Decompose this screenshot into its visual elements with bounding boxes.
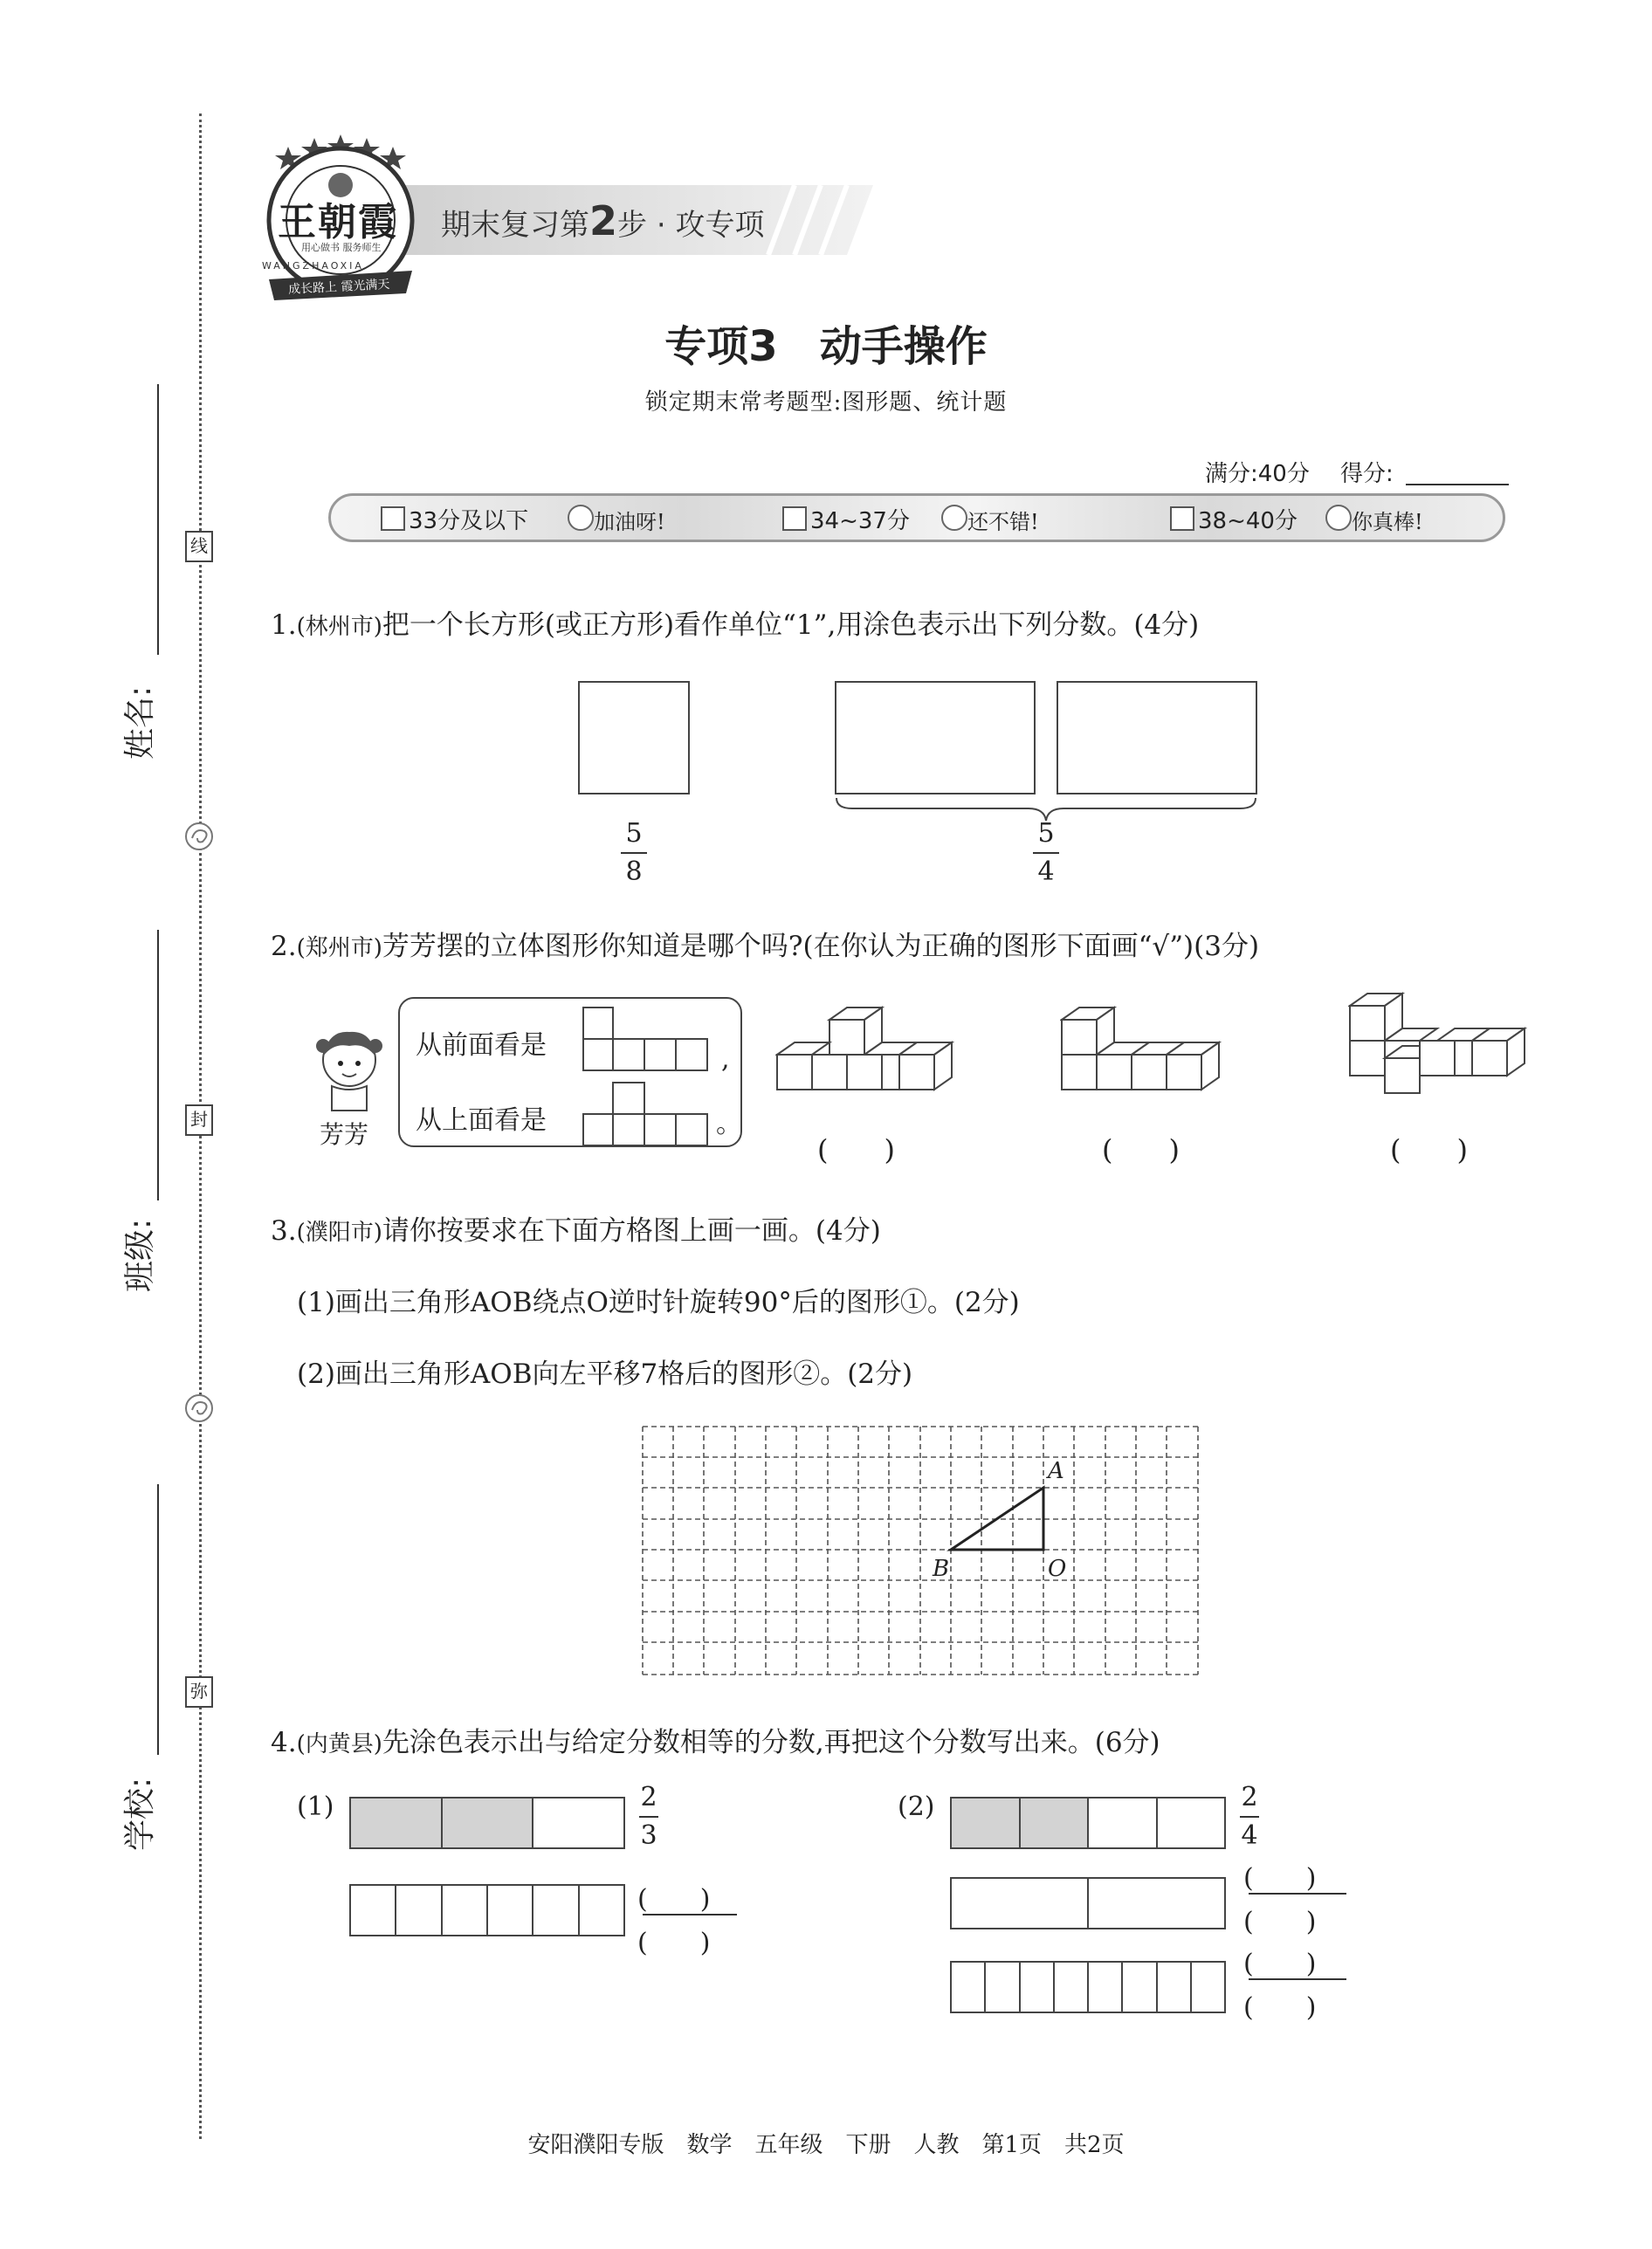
bar-cell[interactable] xyxy=(986,1963,1020,2012)
q1-square[interactable] xyxy=(578,681,690,794)
tier-1-face-icon xyxy=(568,505,594,531)
q2-answer-a[interactable]: ( ) xyxy=(817,1133,895,1166)
q2-heading xyxy=(271,924,1259,963)
q3-sub2: (2)画出三角形AOB向左平移7格后的图形②。(2分) xyxy=(297,1358,913,1390)
bar-cell[interactable] xyxy=(1123,1963,1157,2012)
bar-cell-shaded xyxy=(952,1799,1021,1847)
q4-part2-fraction-den: 4 xyxy=(1241,1820,1258,1851)
cube-figure-c[interactable] xyxy=(1348,992,1532,1105)
full-score: 满分:40分 xyxy=(1205,461,1310,487)
bar-cell[interactable] xyxy=(533,1886,579,1935)
girl-name: 芳芳 xyxy=(320,1120,369,1149)
tier-1-checkbox[interactable] xyxy=(381,506,405,531)
q1-fraction-a-den: 8 xyxy=(625,856,643,887)
logo-small: 用心做书 服务师生 xyxy=(301,242,382,253)
banner-pre: 期末复习第 xyxy=(441,208,589,243)
q4-part1-label: (1) xyxy=(297,1792,334,1822)
tier-2-checkbox[interactable] xyxy=(782,506,807,531)
score-got-blank[interactable] xyxy=(1406,484,1509,485)
q1-fraction-a-num: 5 xyxy=(625,818,643,849)
bar-cell[interactable] xyxy=(443,1886,488,1935)
bar-cell xyxy=(1158,1799,1225,1847)
q3-text: 请你按要求在下面方格图上画一画。(4分) xyxy=(382,1215,881,1247)
logo-ring-text: WANGZHAOXIA xyxy=(262,260,364,272)
score-got-label: 得分: xyxy=(1340,461,1394,487)
bar-cell xyxy=(1089,1799,1158,1847)
bubble-period: 。 xyxy=(716,1109,742,1139)
point-o-label: O xyxy=(1048,1556,1067,1582)
q4-part1-answer-bar[interactable] xyxy=(349,1884,625,1936)
class-label: 班级: xyxy=(122,1218,158,1292)
q1-fraction-b xyxy=(1030,818,1062,887)
bar-cell xyxy=(533,1799,623,1847)
q1-heading xyxy=(271,602,1199,642)
q4-part1-given-bar xyxy=(349,1797,625,1849)
swirl-icon-1 xyxy=(183,821,215,852)
bar-cell[interactable] xyxy=(952,1879,1089,1928)
q3-grid[interactable] xyxy=(641,1425,1200,1678)
bar-cell[interactable] xyxy=(1089,1963,1123,2012)
bar-cell[interactable] xyxy=(1055,1963,1089,2012)
q4-part2-blank1-bar xyxy=(1249,1893,1346,1895)
q2-answer-b[interactable]: ( ) xyxy=(1102,1133,1180,1166)
tier-2-face-icon xyxy=(941,505,967,531)
bar-cell[interactable] xyxy=(351,1886,396,1935)
mark-mi: 弥 xyxy=(185,1676,213,1708)
q4-part1-fraction-num: 2 xyxy=(640,1782,657,1812)
tier-2-msg: 还不错! xyxy=(967,510,1039,534)
cube-figure-a[interactable] xyxy=(775,1002,959,1107)
q2-city: (郑州市) xyxy=(296,935,382,961)
bar-cell[interactable] xyxy=(1192,1963,1224,2012)
q4-part2-label: (2) xyxy=(898,1792,935,1822)
swirl-icon-2 xyxy=(183,1393,215,1424)
tier-1-msg: 加油呀! xyxy=(594,510,665,534)
q3-heading xyxy=(271,1208,881,1248)
top-view-grid xyxy=(582,1081,709,1149)
logo-slogan: 成长路上 霞光满天 xyxy=(287,277,390,298)
page-subtitle: 锁定期末常考题型:图形题、统计题 xyxy=(644,389,1008,416)
q2-text: 芳芳摆的立体图形你知道是哪个吗?(在你认为正确的图形下面画“√”)(3分) xyxy=(382,931,1260,962)
q1-fraction-b-den: 4 xyxy=(1037,856,1055,887)
mark-feng: 封 xyxy=(185,1104,213,1136)
point-b-label: B xyxy=(933,1556,950,1582)
bar-cell[interactable] xyxy=(1158,1963,1192,2012)
q4-part1-blank-den[interactable]: ( ) xyxy=(637,1928,711,1958)
q1-number: 1. xyxy=(271,609,297,641)
q4-part1-fraction xyxy=(637,1782,660,1851)
q4-city: (内黄县) xyxy=(296,1731,382,1757)
q1-rect-left[interactable] xyxy=(835,681,1036,794)
page-footer: 安阳濮阳专版 数学 五年级 下册 人教 第1页 共2页 xyxy=(527,2132,1125,2158)
q2-number: 2. xyxy=(271,931,297,962)
q4-part2-blank2-num[interactable]: ( ) xyxy=(1243,1949,1317,1979)
q2-answer-c[interactable]: ( ) xyxy=(1390,1133,1468,1166)
banner-post: 步 · 攻专项 xyxy=(617,208,765,243)
tier-3-face-icon xyxy=(1325,505,1352,531)
q4-part2-blank1-num[interactable]: ( ) xyxy=(1243,1863,1317,1894)
q4-heading xyxy=(271,1720,1160,1759)
q4-part2-fraction-num: 2 xyxy=(1241,1782,1258,1812)
tier-3-checkbox[interactable] xyxy=(1170,506,1194,531)
q4-number: 4. xyxy=(271,1727,297,1758)
bar-cell[interactable] xyxy=(488,1886,533,1935)
bar-cell[interactable] xyxy=(952,1963,986,2012)
banner-title xyxy=(441,197,764,244)
q1-city: (林州市) xyxy=(296,614,382,640)
bar-cell[interactable] xyxy=(1021,1963,1055,2012)
q4-part2-fraction xyxy=(1238,1782,1261,1851)
logo-text: 王朝霞 xyxy=(278,200,398,244)
bar-cell[interactable] xyxy=(396,1886,442,1935)
q3-city: (濮阳市) xyxy=(296,1220,382,1246)
school-label: 学校: xyxy=(122,1777,158,1851)
q4-part1-fraction-den: 3 xyxy=(640,1820,657,1851)
q4-part2-blank1-den[interactable]: ( ) xyxy=(1243,1907,1317,1937)
q4-part2-answer-bar-2[interactable] xyxy=(950,1961,1226,2013)
bar-cell-shaded xyxy=(1021,1799,1090,1847)
class-blank-line xyxy=(157,930,159,1200)
q1-fraction-b-num: 5 xyxy=(1037,818,1055,849)
front-view-label: 从前面看是 xyxy=(416,1030,547,1061)
front-view-grid xyxy=(582,1006,709,1074)
q3-number: 3. xyxy=(271,1215,297,1247)
school-blank-line xyxy=(157,1484,159,1755)
bar-cell[interactable] xyxy=(1089,1879,1224,1928)
tier-2-range: 34~37分 xyxy=(810,508,910,534)
q4-part2-blank2-den[interactable]: ( ) xyxy=(1243,1992,1317,2023)
page-title: 专项3 动手操作 xyxy=(664,322,988,371)
bar-cell[interactable] xyxy=(580,1886,623,1935)
q1-rect-right[interactable] xyxy=(1057,681,1257,794)
q4-part1-blank-num[interactable]: ( ) xyxy=(637,1884,711,1915)
top-view-label: 从上面看是 xyxy=(416,1105,547,1136)
q4-part2-blank2-bar xyxy=(1249,1978,1346,1980)
point-a-label: A xyxy=(1048,1458,1064,1484)
q4-text: 先涂色表示出与给定分数相等的分数,再把这个分数写出来。(6分) xyxy=(382,1727,1160,1758)
q4-part2-given-bar xyxy=(950,1797,1226,1849)
tier-3-range: 38~40分 xyxy=(1198,508,1298,534)
q4-part2-answer-bar-1[interactable] xyxy=(950,1877,1226,1929)
bar-cell-shaded xyxy=(443,1799,534,1847)
bar-cell-shaded xyxy=(351,1799,443,1847)
name-label: 姓名: xyxy=(122,685,158,760)
q3-sub1: (1)画出三角形AOB绕点O逆时针旋转90°后的图形①。(2分) xyxy=(297,1287,1020,1318)
cube-figure-b[interactable] xyxy=(1060,1002,1243,1107)
bubble-comma: , xyxy=(721,1044,730,1075)
mark-xian: 线 xyxy=(185,531,213,562)
tier-1-range: 33分及以下 xyxy=(409,508,529,534)
banner-step-number: 2 xyxy=(589,197,618,244)
q1-fraction-a xyxy=(618,818,650,887)
name-blank-line xyxy=(157,384,159,655)
tier-3-msg: 你真棒! xyxy=(1352,510,1423,534)
q4-part1-blank-bar xyxy=(643,1914,737,1915)
q1-text: 把一个长方形(或正方形)看作单位“1”,用涂色表示出下列分数。(4分) xyxy=(382,609,1200,641)
girl-avatar xyxy=(306,1020,393,1116)
